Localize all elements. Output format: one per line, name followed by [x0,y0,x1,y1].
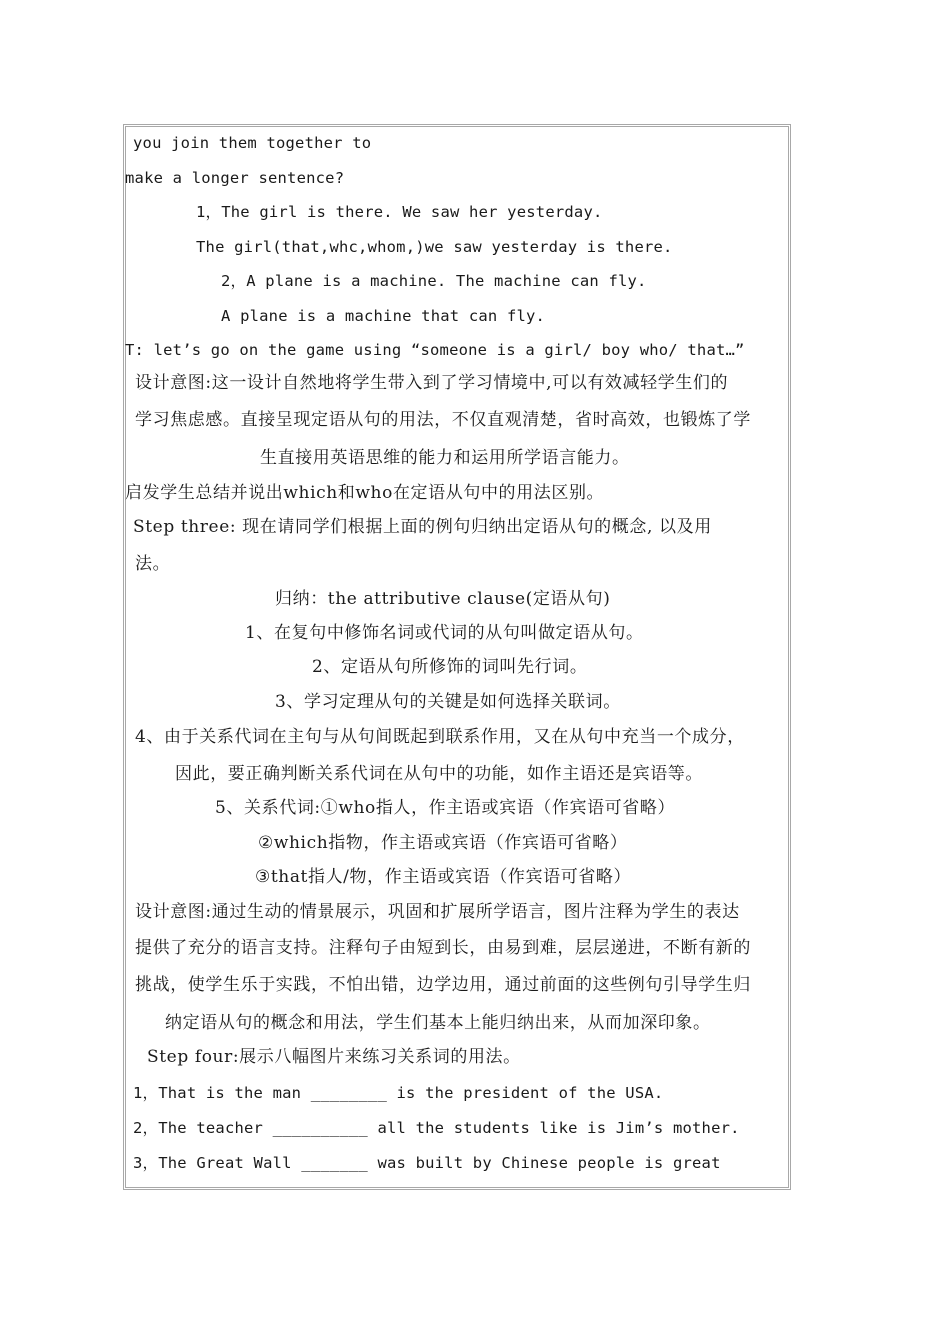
summary-item: 2、定语从句所修饰的词叫先行词。 [312,657,588,677]
summary-title: 归纳：the attributive clause(定语从句) [275,589,611,609]
example-sentence: 2，A plane is a machine. The machine can fly. [221,272,647,290]
design-intent-text: 学习焦虑感。直接呈现定语从句的用法，不仅直观清楚，省时高效，也锻炼了学 [135,410,751,430]
summary-item-cont: ③that指人/物，作主语或宾语（作宾语可省略） [255,867,632,887]
summary-item-cont: ②which指物，作主语或宾语（作宾语可省略） [258,833,628,853]
step-four-heading: Step four:展示八幅图片来练习关系词的用法。 [147,1047,521,1067]
exercise-item: 2，The teacher __________ all the students like is Jim’s mother. [133,1119,740,1137]
summary-item: 5、关系代词:①who指人，作主语或宾语（作宾语可省略） [215,798,676,818]
exercise-item: 3，The Great Wall _______ was built by Chinese people is great [133,1154,721,1172]
example-sentence: The girl(that,whc,whom,)we saw yesterday is there. [196,238,673,256]
step-three-heading-cont: 法。 [135,554,171,574]
example-sentence: 1，The girl is there. We saw her yesterday. [196,203,603,221]
step-three-heading: Step three: 现在请同学们根据上面的例句归纳出定语从句的概念, 以及用 [133,517,712,537]
summary-item: 4、由于关系代词在主句与从句间既起到联系作用，又在从句中充当一个成分， [135,727,745,747]
exercise-item: 1，That is the man ________ is the president of the USA. [133,1084,664,1102]
teacher-line: T: let’s go on the game using “someone is a girl/ boy who/ that…” [125,341,745,359]
summary-item: 1、在复句中修饰名词或代词的从句叫做定语从句。 [245,623,644,643]
design-intent-text: 生直接用英语思维的能力和运用所学语言能力。 [260,448,630,468]
instruction-line: 启发学生总结并说出which和who在定语从句中的用法区别。 [125,483,605,503]
design-intent-text: 纳定语从句的概念和用法，学生们基本上能归纳出来，从而加深印象。 [165,1013,711,1033]
text-line: make a longer sentence? [125,169,345,187]
text-line: you join them together to [133,134,372,152]
design-intent-text: 设计意图:通过生动的情景展示，巩固和扩展所学语言，图片注释为学生的表达 [135,902,740,922]
design-intent-text: 设计意图:这一设计自然地将学生带入到了学习情境中,可以有效减轻学生们的 [135,373,729,393]
design-intent-text: 挑战，使学生乐于实践，不怕出错，边学边用，通过前面的这些例句引导学生归 [135,975,751,995]
summary-item-cont: 因此，要正确判断关系代词在从句中的功能，如作主语还是宾语等。 [175,764,703,784]
design-intent-text: 提供了充分的语言支持。注释句子由短到长，由易到难，层层递进，不断有新的 [135,938,751,958]
example-sentence: A plane is a machine that can fly. [221,307,546,325]
summary-item: 3、学习定理从句的关键是如何选择关联词。 [275,692,621,712]
